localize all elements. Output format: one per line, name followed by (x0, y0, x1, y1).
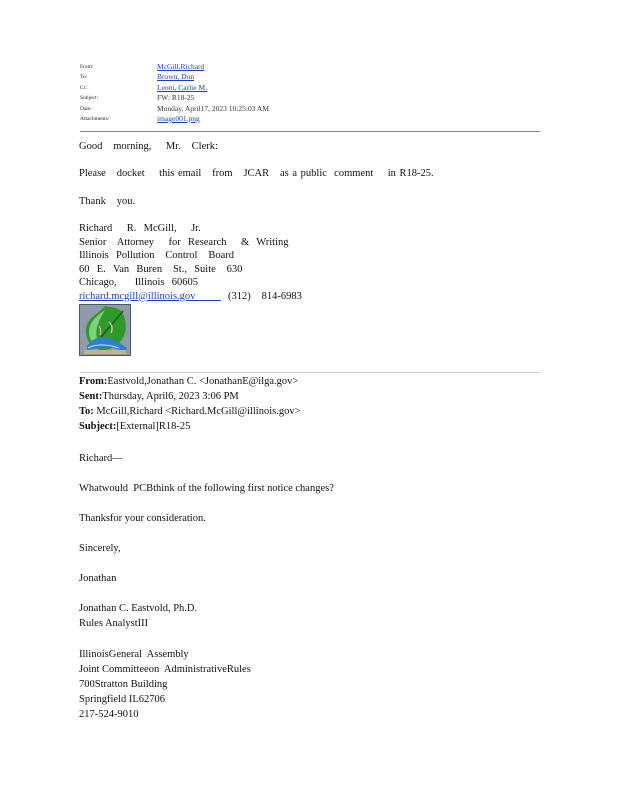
header-subject-label: Subject: (80, 95, 99, 102)
header-to-link[interactable]: Brown, Don (157, 72, 195, 82)
original-signature-title: Rules AnalystIII (79, 618, 149, 629)
greeting-text: Good morning, Mr. Clerk: (79, 141, 218, 152)
signature-org: Illinois Pollution Control Board (79, 250, 235, 261)
original-org-block (79, 647, 251, 722)
original-signature-committee: Joint Committeeon AdministrativeRules (79, 664, 251, 675)
header-attachment-link[interactable]: image001.png (157, 113, 200, 123)
original-to-value: McGill,Richard <Richard.McGill@illinois.gov> (96, 406, 301, 417)
header-attachments-label: Attachments: (80, 115, 110, 122)
original-signature-address-1: 700Stratton Building (79, 679, 168, 690)
signature-block (79, 222, 302, 303)
thanks-text: Thank you. (79, 196, 136, 207)
original-sent-label: Sent: (79, 391, 103, 402)
header-from-link[interactable]: McGill,Richard (157, 62, 205, 71)
header-date-row (80, 104, 540, 114)
header-attachments-row (80, 114, 540, 124)
original-header (79, 374, 301, 434)
header-to-row (80, 72, 540, 82)
request-text: Please docket this email from JCAR as a public comment in R18-25. (79, 168, 434, 179)
original-signature-address-2: Springfield IL62706 (79, 694, 166, 705)
header-cc-row (80, 83, 540, 93)
header-subject-row (80, 93, 540, 103)
email-header (80, 62, 540, 124)
header-date-label: Date: (80, 105, 92, 112)
original-signature-phone: 217-524-9010 (79, 709, 139, 720)
header-from-row (80, 62, 540, 72)
original-signature-block (79, 601, 197, 631)
header-cc-link[interactable]: Leoni, Carlie M. (157, 82, 207, 92)
original-question: Whatwould PCBthink of the following first notice changes? (79, 483, 334, 494)
original-from-label: From: (79, 376, 108, 387)
header-cc-label: Cc: (80, 84, 88, 91)
header-from-label: From: (80, 64, 94, 70)
original-salutation: Richard— (79, 453, 123, 464)
header-subject-value: FW: R18-25 (157, 93, 195, 103)
signature-title: Senior Attorney for Research & Writing (79, 236, 289, 248)
original-sent-value: Thursday, April6, 2023 3:06 PM (102, 391, 239, 402)
original-signature-name: Jonathan C. Eastvold, Ph.D. (79, 603, 198, 614)
signature-name: Richard R. McGill, Jr. (79, 223, 201, 234)
original-subject-value: [External]R18-25 (116, 421, 191, 432)
original-thanks: Thanksfor your consideration. (79, 513, 206, 524)
header-to-label: To: (80, 74, 88, 81)
signature-phone: (312) 814-6983 (228, 290, 302, 302)
original-subject-label: Subject: (79, 421, 117, 432)
signature-address-1: 60 E. Van Buren St., Suite 630 (79, 263, 243, 275)
original-message-divider (80, 372, 540, 373)
original-first-name: Jonathan (79, 573, 117, 584)
original-closing: Sincerely, (79, 543, 121, 554)
original-to-label: To: (79, 406, 94, 417)
header-date-value: Monday, April17, 2023 10:25:03 AM (157, 103, 270, 113)
original-from-value: Eastvold,Jonathan C. <JonathanE@ilga.gov> (107, 376, 299, 387)
original-signature-org: IllinoisGeneral Assembly (79, 649, 189, 660)
header-divider (80, 131, 540, 132)
ipcb-leaf-logo-icon (79, 304, 131, 356)
signature-address-2: Chicago, Illinois 60605 (79, 277, 198, 288)
signature-email-link[interactable]: richard.mcgill@illinois.gov (79, 290, 196, 302)
signature-email-underline-pad (195, 291, 220, 302)
